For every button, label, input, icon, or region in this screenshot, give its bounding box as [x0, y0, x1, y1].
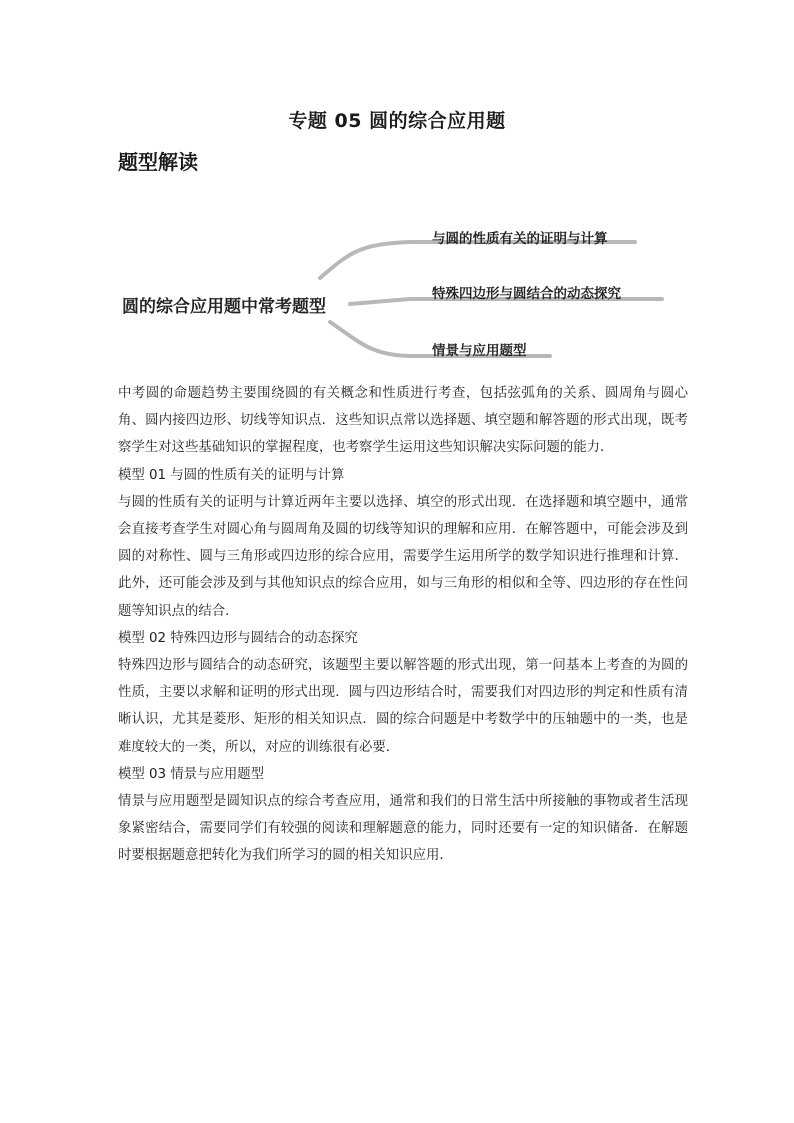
model-heading: 模型 01 与圆的性质有关的证明与计算: [118, 467, 345, 483]
mindmap-branch: 特殊四边形与圆结合的动态探究: [432, 286, 621, 302]
page-title: 专题 05 圆的综合应用题: [288, 110, 506, 132]
mindmap-connector-top: [320, 242, 635, 278]
mindmap-branch: 与圆的性质有关的证明与计算: [432, 231, 608, 247]
mindmap-root: 圆的综合应用题中常考题型: [122, 297, 326, 317]
model-paragraph: 与圆的性质有关的证明与计算近两年主要以选择、填空的形式出现．在选择题和填空题中，通常会直接考查学生对圆心角与圆周角及圆的切线等知识的理解和应用．在解答题中，可能会涉及到圆的对称性、圆与三角形或四边形的综合应用，需要学生运用所学的数学知识进行推理和计算．此外，还可能会涉及到与其他知识点的综合应用，如与三角形的相似和全等、四边形的存在性问题等知识点的结合．: [118, 494, 688, 619]
intro-paragraph: 中考圆的命题趋势主要围绕圆的有关概念和性质进行考查，包括弦弧角的关系、圆周角与圆心角、圆内接四边形、切线等知识点．这些知识点常以选择题、填空题和解答题的形式出现，既考察学生对这些基础知识的掌握程度，也考察学生运用这些知识解决实际问题的能力．: [118, 386, 688, 456]
model-paragraph: 情景与应用题型是圆知识点的综合考查应用，通常和我们的日常生活中所接触的事物或者生活现象紧密结合，需要同学们有较强的阅读和理解题意的能力，同时还要有一定的知识储备．在解题时要根据题意把转化为我们所学习的圆的相关知识应用．: [118, 794, 688, 864]
mindmap: [110, 212, 690, 372]
model-heading: 模型 02 特殊四边形与圆结合的动态探究: [118, 630, 358, 646]
mindmap-branch: 情景与应用题型: [432, 343, 527, 359]
body-text: [118, 380, 688, 870]
model-heading: 模型 03 情景与应用题型: [118, 766, 265, 782]
section-heading: 题型解读: [118, 150, 198, 174]
model-paragraph: 特殊四边形与圆结合的动态研究，该题型主要以解答题的形式出现，第一问基本上考查的为圆的性质，主要以求解和证明的形式出现．圆与四边形结合时，需要我们对四边形的判定和性质有清晰认识，尤其是菱形、矩形的相关知识点．圆的综合问题是中考数学中的压轴题中的一类，也是难度较大的一类，所以，对应的训练很有必要．: [118, 658, 688, 755]
